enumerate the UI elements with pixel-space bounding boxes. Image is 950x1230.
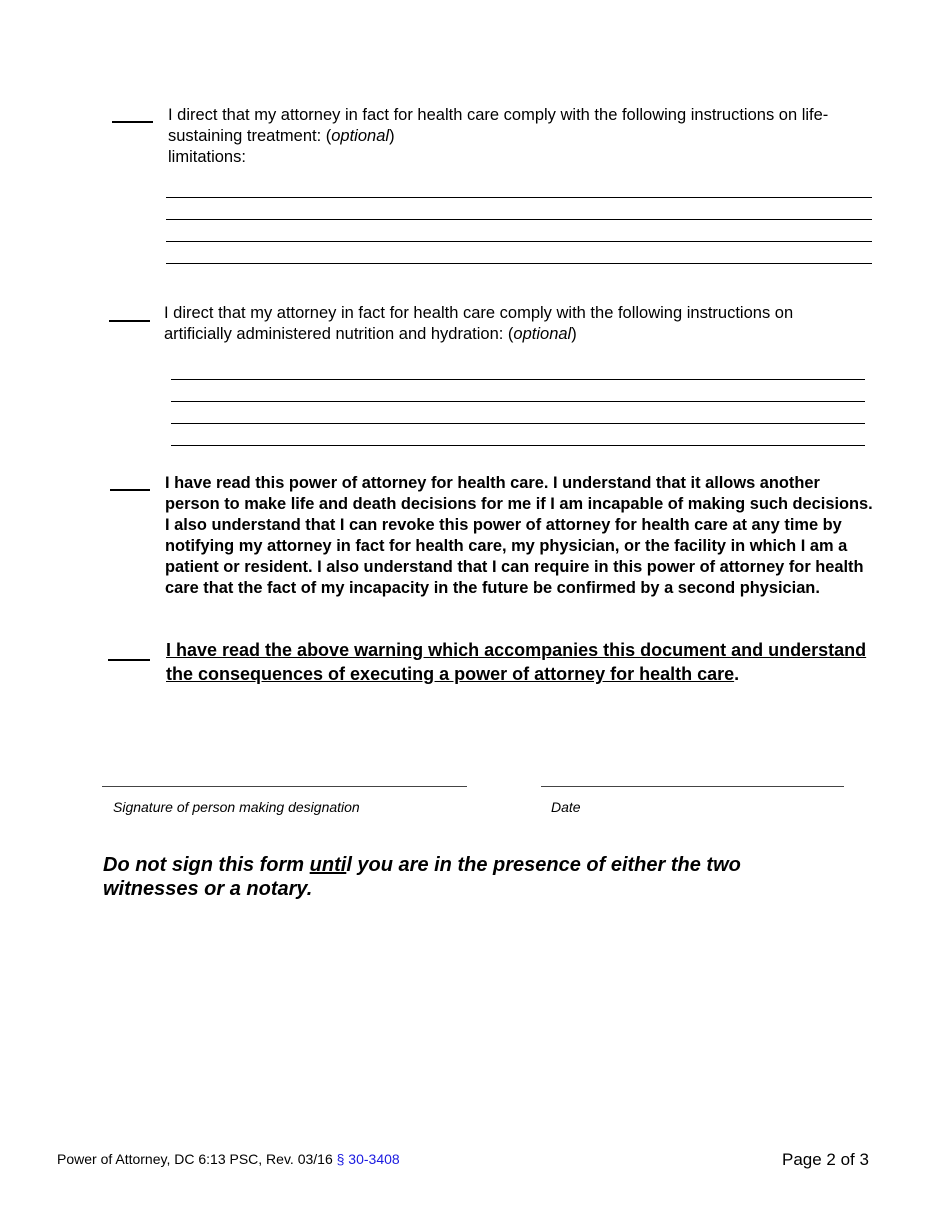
- write-line[interactable]: [171, 379, 865, 380]
- initials-blank-life-sustaining[interactable]: [112, 121, 153, 123]
- warning-text-start: Do not sign this form: [103, 854, 310, 876]
- write-line[interactable]: [171, 423, 865, 424]
- nutrition-instruction: [164, 303, 864, 345]
- warning-text-end: l you are in the presence of either the two witnesses or a notary.: [103, 854, 741, 900]
- period: .: [734, 664, 740, 684]
- initials-blank-nutrition[interactable]: [109, 320, 150, 322]
- write-line[interactable]: [166, 241, 872, 242]
- statute-link[interactable]: § 30-3408: [336, 1151, 400, 1167]
- signature-label: Signature of person making designation: [113, 799, 360, 815]
- warning-underlined: unti: [309, 854, 347, 876]
- warning-acknowledgement: [166, 638, 876, 686]
- date-line[interactable]: [541, 786, 844, 787]
- write-line[interactable]: [166, 219, 872, 220]
- life-sustaining-instruction: [168, 105, 858, 168]
- nutrition-text: I direct that my attorney in fact for health care comply with the following instructions on artificially administered nutrition and hydration: (: [164, 304, 794, 343]
- page-number: Page 2 of 3: [782, 1150, 869, 1169]
- warning-acknowledgement-text: I have read the above warning which accompanies this document and understand the consequences of executing a power of attorney for health care: [166, 640, 867, 684]
- write-line[interactable]: [171, 445, 865, 446]
- life-sustaining-text: I direct that my attorney in fact for health care comply with the following instructions on life-sustaining treatment: (: [168, 106, 829, 145]
- form-identifier: [57, 1151, 400, 1167]
- do-not-sign-warning: [103, 853, 783, 901]
- write-line[interactable]: [166, 197, 872, 198]
- initials-blank-warning[interactable]: [108, 659, 150, 661]
- optional-label: optional: [513, 325, 572, 343]
- limitations-label: limitations:: [168, 148, 246, 166]
- write-line[interactable]: [171, 401, 865, 402]
- initials-blank-acknowledgement[interactable]: [110, 489, 150, 491]
- paren-close: ): [389, 127, 395, 145]
- date-label: Date: [551, 799, 581, 815]
- write-line[interactable]: [166, 263, 872, 264]
- form-id-text: Power of Attorney, DC 6:13 PSC, Rev. 03/16: [57, 1151, 337, 1167]
- acknowledgement-paragraph: I have read this power of attorney for health care. I understand that it allows another person to make life and death decisions for me if I am incapable of making such decisions. I also understand that I can revoke this power of attorney for health care at any time by notifying my attorney in fact for health care, my physician, or the facility in which I am a patient or resident. I also understand that I can require in this power of attorney for health care that the fact of my incapacity in the future be confirmed by a second physician.: [165, 474, 873, 597]
- signature-line[interactable]: [102, 786, 467, 787]
- paren-close: ): [571, 325, 577, 343]
- optional-label: optional: [331, 127, 390, 145]
